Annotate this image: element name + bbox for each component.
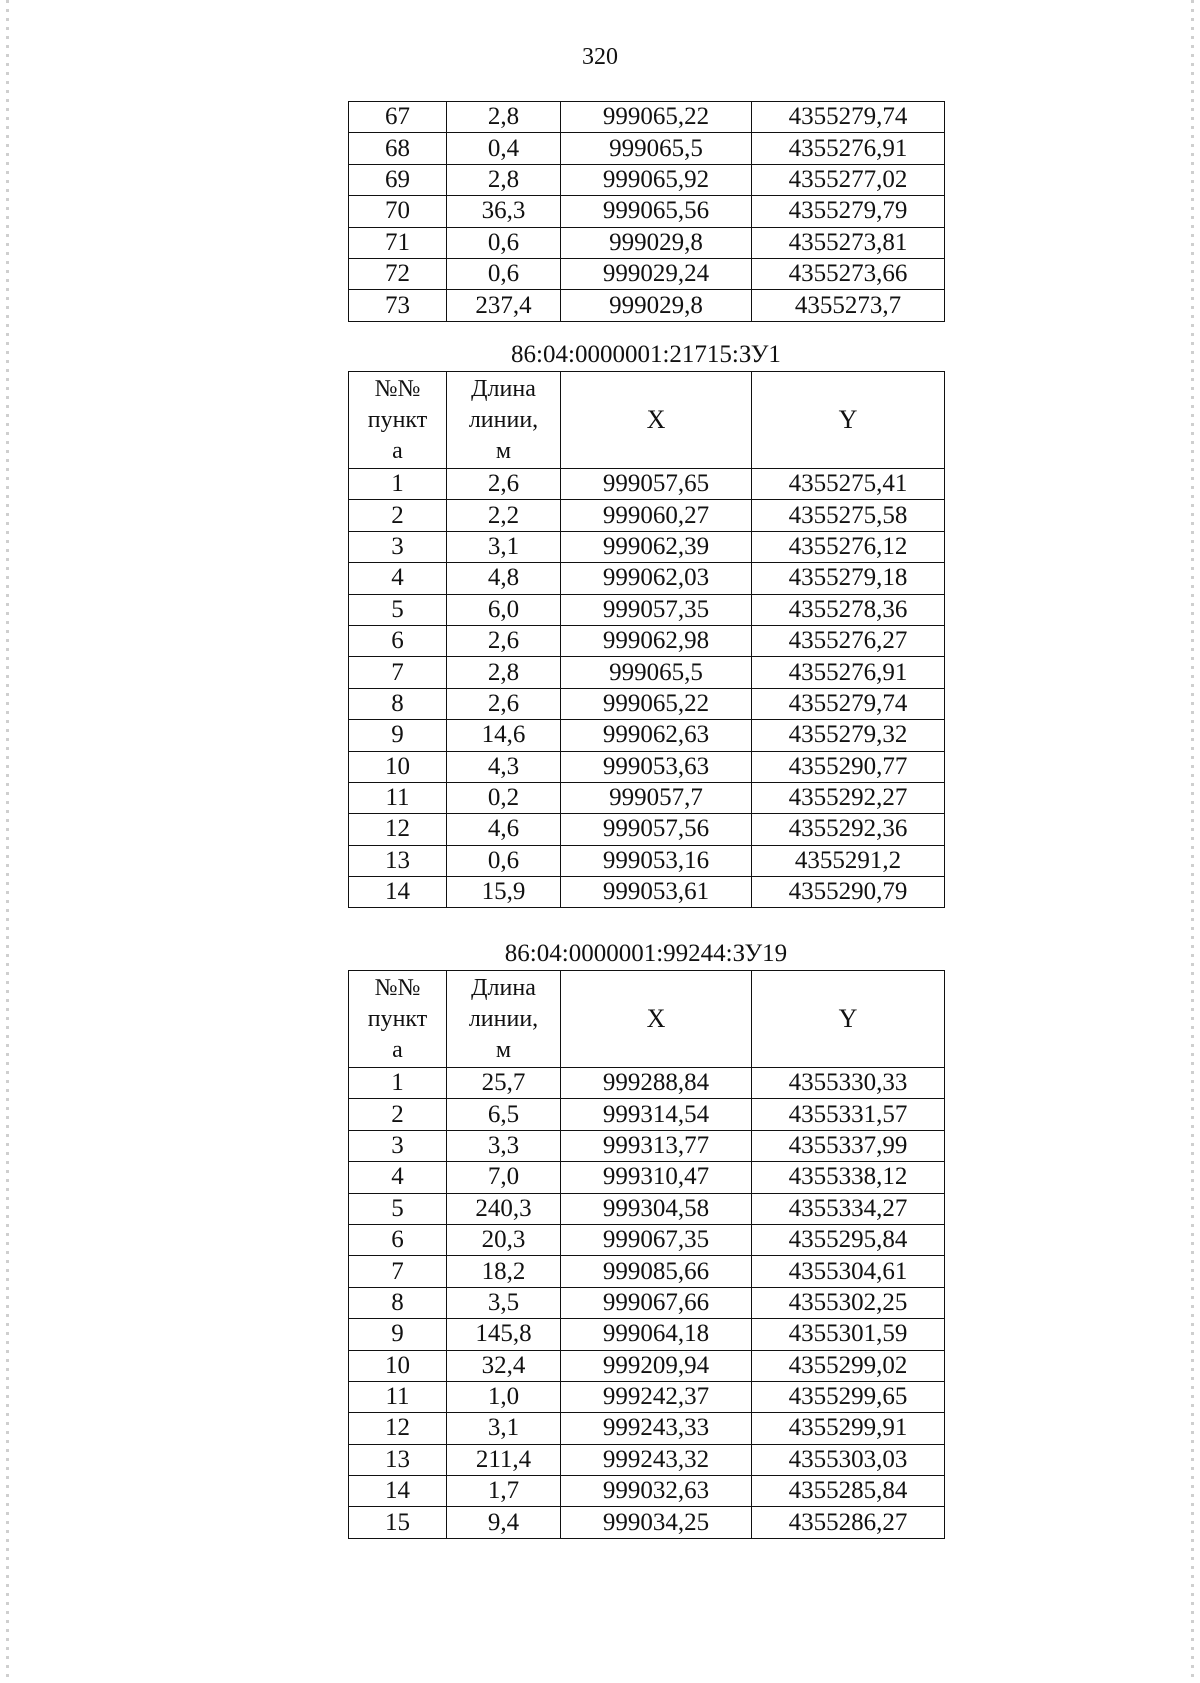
table-row xyxy=(349,1099,945,1130)
line-length-cell: 0,2 xyxy=(447,782,561,813)
y-coordinate-cell: 4355303,03 xyxy=(752,1444,945,1475)
table-row xyxy=(349,102,945,133)
line-length-cell: 14,6 xyxy=(447,720,561,751)
x-coordinate-cell: 999064,18 xyxy=(561,1319,752,1350)
line-length-cell: 145,8 xyxy=(447,1319,561,1350)
point-number-cell: 13 xyxy=(349,1444,447,1475)
x-coordinate-cell: 999057,7 xyxy=(561,782,752,813)
line-length-cell: 240,3 xyxy=(447,1193,561,1224)
table-row xyxy=(349,625,945,656)
x-coordinate-cell: 999067,66 xyxy=(561,1287,752,1318)
point-number-cell: 67 xyxy=(349,102,447,133)
y-coordinate-cell: 4355275,41 xyxy=(752,469,945,500)
table-row xyxy=(349,1507,945,1538)
scan-edge-right xyxy=(1191,0,1194,1683)
scan-edge-left xyxy=(6,0,9,1683)
x-coordinate-cell: 999062,63 xyxy=(561,720,752,751)
table-header-row xyxy=(349,372,945,469)
header-x xyxy=(561,971,752,1068)
point-number-cell: 6 xyxy=(349,1224,447,1255)
x-coordinate-cell: 999029,8 xyxy=(561,227,752,258)
point-number-cell: 14 xyxy=(349,877,447,908)
table-row xyxy=(349,1193,945,1224)
x-coordinate-cell: 999029,24 xyxy=(561,258,752,289)
line-length-cell: 20,3 xyxy=(447,1224,561,1255)
x-coordinate-cell: 999057,56 xyxy=(561,814,752,845)
y-coordinate-cell: 4355276,27 xyxy=(752,625,945,656)
line-length-cell: 237,4 xyxy=(447,290,561,321)
table-row xyxy=(349,290,945,321)
point-number-cell: 7 xyxy=(349,1256,447,1287)
point-number-cell: 69 xyxy=(349,164,447,195)
header-line: №№ xyxy=(374,375,421,402)
table-row xyxy=(349,688,945,719)
table-row xyxy=(349,1068,945,1099)
y-coordinate-cell: 4355330,33 xyxy=(752,1068,945,1099)
header-x-label: X xyxy=(646,1004,666,1033)
table-row xyxy=(349,1162,945,1193)
table-row xyxy=(349,133,945,164)
x-coordinate-cell: 999242,37 xyxy=(561,1381,752,1412)
table-row xyxy=(349,1224,945,1255)
x-coordinate-cell: 999053,16 xyxy=(561,845,752,876)
x-coordinate-cell: 999060,27 xyxy=(561,500,752,531)
header-x-label: X xyxy=(646,405,666,434)
table-row xyxy=(349,1130,945,1161)
point-number-cell: 15 xyxy=(349,1507,447,1538)
header-line: а xyxy=(392,1036,403,1063)
table-caption: 86:04:0000001:21715:ЗУ1 xyxy=(511,341,781,368)
page-number: 320 xyxy=(582,44,618,70)
y-coordinate-cell: 4355304,61 xyxy=(752,1256,945,1287)
line-length-cell: 6,0 xyxy=(447,594,561,625)
y-coordinate-cell: 4355331,57 xyxy=(752,1099,945,1130)
table-row xyxy=(349,845,945,876)
point-number-cell: 8 xyxy=(349,1287,447,1318)
table-row xyxy=(349,1287,945,1318)
y-coordinate-cell: 4355279,32 xyxy=(752,720,945,751)
point-number-cell: 2 xyxy=(349,1099,447,1130)
y-coordinate-cell: 4355292,27 xyxy=(752,782,945,813)
line-length-cell: 3,1 xyxy=(447,531,561,562)
line-length-cell: 2,6 xyxy=(447,688,561,719)
line-length-cell: 15,9 xyxy=(447,877,561,908)
x-coordinate-cell: 999029,8 xyxy=(561,290,752,321)
point-number-cell: 5 xyxy=(349,1193,447,1224)
point-number-cell: 72 xyxy=(349,258,447,289)
line-length-cell: 36,3 xyxy=(447,196,561,227)
table-row xyxy=(349,657,945,688)
point-number-cell: 9 xyxy=(349,720,447,751)
line-length-cell: 0,6 xyxy=(447,845,561,876)
table-row xyxy=(349,531,945,562)
x-coordinate-cell: 999065,22 xyxy=(561,102,752,133)
x-coordinate-cell: 999085,66 xyxy=(561,1256,752,1287)
header-y-label: Y xyxy=(838,1004,858,1033)
table-row xyxy=(349,1381,945,1412)
x-coordinate-cell: 999065,56 xyxy=(561,196,752,227)
y-coordinate-cell: 4355277,02 xyxy=(752,164,945,195)
line-length-cell: 0,6 xyxy=(447,258,561,289)
table-row xyxy=(349,196,945,227)
line-length-cell: 4,8 xyxy=(447,563,561,594)
header-x xyxy=(561,372,752,469)
table-row xyxy=(349,720,945,751)
point-number-cell: 3 xyxy=(349,531,447,562)
point-number-cell: 68 xyxy=(349,133,447,164)
table-row xyxy=(349,1256,945,1287)
y-coordinate-cell: 4355286,27 xyxy=(752,1507,945,1538)
table-continued xyxy=(348,101,945,322)
header-point-number xyxy=(349,971,447,1068)
table-row xyxy=(349,751,945,782)
line-length-cell: 0,6 xyxy=(447,227,561,258)
x-coordinate-cell: 999067,35 xyxy=(561,1224,752,1255)
line-length-cell: 0,4 xyxy=(447,133,561,164)
table-row xyxy=(349,1350,945,1381)
y-coordinate-cell: 4355279,74 xyxy=(752,688,945,719)
x-coordinate-cell: 999065,5 xyxy=(561,657,752,688)
coordinates-table-zu19 xyxy=(348,970,945,1539)
x-coordinate-cell: 999053,63 xyxy=(561,751,752,782)
line-length-cell: 9,4 xyxy=(447,1507,561,1538)
x-coordinate-cell: 999314,54 xyxy=(561,1099,752,1130)
y-coordinate-cell: 4355285,84 xyxy=(752,1476,945,1507)
line-length-cell: 1,7 xyxy=(447,1476,561,1507)
header-line-length xyxy=(447,372,561,469)
line-length-cell: 4,6 xyxy=(447,814,561,845)
line-length-cell: 7,0 xyxy=(447,1162,561,1193)
header-line: Длина xyxy=(471,974,536,1001)
x-coordinate-cell: 999053,61 xyxy=(561,877,752,908)
y-coordinate-cell: 4355292,36 xyxy=(752,814,945,845)
y-coordinate-cell: 4355276,12 xyxy=(752,531,945,562)
x-coordinate-cell: 999243,33 xyxy=(561,1413,752,1444)
table-caption: 86:04:0000001:99244:ЗУ19 xyxy=(504,940,788,967)
y-coordinate-cell: 4355275,58 xyxy=(752,500,945,531)
table-row xyxy=(349,1444,945,1475)
line-length-cell: 4,3 xyxy=(447,751,561,782)
header-y-label: Y xyxy=(838,405,858,434)
point-number-cell: 11 xyxy=(349,1381,447,1412)
table-row xyxy=(349,814,945,845)
table-row xyxy=(349,164,945,195)
table-row xyxy=(349,227,945,258)
point-number-cell: 10 xyxy=(349,1350,447,1381)
line-length-cell: 2,8 xyxy=(447,657,561,688)
header-line: пункт xyxy=(367,1005,428,1032)
line-length-cell: 2,2 xyxy=(447,500,561,531)
line-length-cell: 2,8 xyxy=(447,102,561,133)
y-coordinate-cell: 4355295,84 xyxy=(752,1224,945,1255)
line-length-cell: 2,8 xyxy=(447,164,561,195)
x-coordinate-cell: 999065,92 xyxy=(561,164,752,195)
line-length-cell: 1,0 xyxy=(447,1381,561,1412)
line-length-cell: 211,4 xyxy=(447,1444,561,1475)
table-row xyxy=(349,594,945,625)
table-row xyxy=(349,563,945,594)
y-coordinate-cell: 4355273,7 xyxy=(752,290,945,321)
y-coordinate-cell: 4355276,91 xyxy=(752,657,945,688)
point-number-cell: 1 xyxy=(349,1068,447,1099)
point-number-cell: 13 xyxy=(349,845,447,876)
line-length-cell: 3,3 xyxy=(447,1130,561,1161)
point-number-cell: 7 xyxy=(349,657,447,688)
x-coordinate-cell: 999304,58 xyxy=(561,1193,752,1224)
x-coordinate-cell: 999243,32 xyxy=(561,1444,752,1475)
y-coordinate-cell: 4355273,81 xyxy=(752,227,945,258)
header-line: линии, xyxy=(468,406,539,433)
x-coordinate-cell: 999062,39 xyxy=(561,531,752,562)
header-line: а xyxy=(392,437,403,464)
y-coordinate-cell: 4355273,66 xyxy=(752,258,945,289)
point-number-cell: 6 xyxy=(349,625,447,656)
line-length-cell: 2,6 xyxy=(447,625,561,656)
point-number-cell: 1 xyxy=(349,469,447,500)
table-header-row xyxy=(349,971,945,1068)
table-row xyxy=(349,877,945,908)
point-number-cell: 70 xyxy=(349,196,447,227)
point-number-cell: 12 xyxy=(349,814,447,845)
header-line: м xyxy=(495,1036,512,1063)
coordinates-block-zu19 xyxy=(348,937,944,1539)
table-row xyxy=(349,782,945,813)
y-coordinate-cell: 4355279,79 xyxy=(752,196,945,227)
x-coordinate-cell: 999288,84 xyxy=(561,1068,752,1099)
line-length-cell: 2,6 xyxy=(447,469,561,500)
y-coordinate-cell: 4355301,59 xyxy=(752,1319,945,1350)
y-coordinate-cell: 4355290,77 xyxy=(752,751,945,782)
table-row xyxy=(349,1476,945,1507)
x-coordinate-cell: 999310,47 xyxy=(561,1162,752,1193)
point-number-cell: 73 xyxy=(349,290,447,321)
y-coordinate-cell: 4355299,02 xyxy=(752,1350,945,1381)
line-length-cell: 25,7 xyxy=(447,1068,561,1099)
table-row xyxy=(349,1413,945,1444)
y-coordinate-cell: 4355334,27 xyxy=(752,1193,945,1224)
y-coordinate-cell: 4355290,79 xyxy=(752,877,945,908)
point-number-cell: 14 xyxy=(349,1476,447,1507)
header-y xyxy=(752,971,945,1068)
line-length-cell: 6,5 xyxy=(447,1099,561,1130)
point-number-cell: 8 xyxy=(349,688,447,719)
point-number-cell: 4 xyxy=(349,563,447,594)
header-line: №№ xyxy=(374,974,421,1001)
line-length-cell: 32,4 xyxy=(447,1350,561,1381)
table-row xyxy=(349,469,945,500)
x-coordinate-cell: 999032,63 xyxy=(561,1476,752,1507)
x-coordinate-cell: 999209,94 xyxy=(561,1350,752,1381)
x-coordinate-cell: 999062,98 xyxy=(561,625,752,656)
coordinates-table-continued xyxy=(348,101,944,322)
header-point-number xyxy=(349,372,447,469)
x-coordinate-cell: 999057,65 xyxy=(561,469,752,500)
point-number-cell: 2 xyxy=(349,500,447,531)
y-coordinate-cell: 4355278,36 xyxy=(752,594,945,625)
y-coordinate-cell: 4355299,65 xyxy=(752,1381,945,1412)
y-coordinate-cell: 4355299,91 xyxy=(752,1413,945,1444)
point-number-cell: 11 xyxy=(349,782,447,813)
point-number-cell: 10 xyxy=(349,751,447,782)
header-line-length xyxy=(447,971,561,1068)
coordinates-block-zu1 xyxy=(348,338,944,908)
x-coordinate-cell: 999065,5 xyxy=(561,133,752,164)
x-coordinate-cell: 999034,25 xyxy=(561,1507,752,1538)
point-number-cell: 5 xyxy=(349,594,447,625)
header-line: м xyxy=(495,437,512,464)
table-row xyxy=(349,500,945,531)
point-number-cell: 9 xyxy=(349,1319,447,1350)
point-number-cell: 12 xyxy=(349,1413,447,1444)
y-coordinate-cell: 4355291,2 xyxy=(752,845,945,876)
header-y xyxy=(752,372,945,469)
x-coordinate-cell: 999065,22 xyxy=(561,688,752,719)
line-length-cell: 18,2 xyxy=(447,1256,561,1287)
y-coordinate-cell: 4355337,99 xyxy=(752,1130,945,1161)
point-number-cell: 71 xyxy=(349,227,447,258)
header-line: линии, xyxy=(468,1005,539,1032)
y-coordinate-cell: 4355276,91 xyxy=(752,133,945,164)
header-line: Длина xyxy=(471,375,536,402)
table-row xyxy=(349,1319,945,1350)
line-length-cell: 3,1 xyxy=(447,1413,561,1444)
y-coordinate-cell: 4355302,25 xyxy=(752,1287,945,1318)
table-row xyxy=(349,258,945,289)
y-coordinate-cell: 4355279,18 xyxy=(752,563,945,594)
point-number-cell: 4 xyxy=(349,1162,447,1193)
point-number-cell: 3 xyxy=(349,1130,447,1161)
y-coordinate-cell: 4355338,12 xyxy=(752,1162,945,1193)
x-coordinate-cell: 999062,03 xyxy=(561,563,752,594)
y-coordinate-cell: 4355279,74 xyxy=(752,102,945,133)
x-coordinate-cell: 999313,77 xyxy=(561,1130,752,1161)
coordinates-table-zu1 xyxy=(348,371,945,908)
header-line: пункт xyxy=(367,406,428,433)
x-coordinate-cell: 999057,35 xyxy=(561,594,752,625)
line-length-cell: 3,5 xyxy=(447,1287,561,1318)
